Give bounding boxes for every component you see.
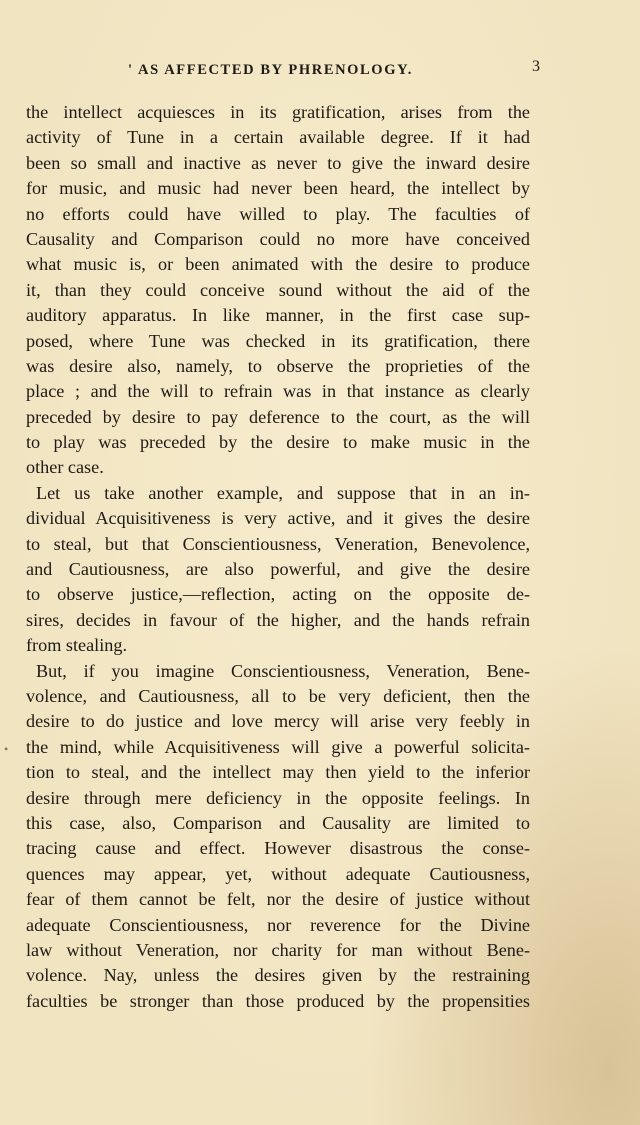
text-line: this case, also, Comparison and Causality are limited to [26,812,530,833]
text-line: preceded by desire to pay deference to the court, as the will [26,406,530,427]
text-line: quences may appear, yet, without adequate Cautiousness, [26,863,530,884]
paragraph-2 [26,481,530,659]
text-line: to play was preceded by the desire to make music in the [26,432,530,453]
running-head: ' AS AFFECTED BY PHRENOLOGY. [128,62,414,78]
text-line: activity of Tune in a certain available degree. If it had [26,127,530,148]
text-line: desire through mere deficiency in the opposite feelings. In [26,787,530,808]
text-line: sires, decides in favour of the higher, and the hands refrain [26,609,530,630]
text-line: adequate Conscientiousness, nor reverence for the Divine [26,914,530,935]
text-line: for music, and music had never been heard, the intellect by [26,178,530,199]
text-line: no efforts could have willed to play. The faculties of [26,203,530,224]
text-line: auditory apparatus. In like manner, in the first case sup- [26,305,530,326]
text-line: desire to do justice and love mercy will arise very feebly in [26,711,530,732]
body-text [26,100,530,1014]
text-line: volence, and Cautiousness, all to be very deficient, then the [26,685,530,706]
margin-mark: • [4,742,9,756]
text-line: volence. Nay, unless the desires given by the restraining [26,965,530,986]
text-line: tracing cause and effect. However disastrous the conse- [26,838,530,859]
text-line: the intellect acquiesces in its gratification, arises from the [26,102,530,122]
text-line: Causality and Comparison could no more have conceived [26,228,530,249]
text-line: to steal, but that Conscientiousness, Veneration, Benevolence, [26,533,530,554]
text-line: it, than they could conceive sound without the aid of the [26,279,530,300]
text-line: what music is, or been animated with the desire to produce [26,254,530,275]
text-line: from stealing. [26,635,128,656]
text-line: dividual Acquisitiveness is very active, and it gives the desire [26,508,530,529]
paragraph-1 [26,100,530,481]
text-line: law without Veneration, nor charity for man without Bene- [26,939,530,960]
page-number: 3 [532,58,540,75]
text-line: and Cautiousness, are also powerful, and give the desire [26,559,530,580]
text-line: But, if you imagine Conscientiousness, Veneration, Bene- [36,660,530,681]
text-line: fear of them cannot be felt, nor the desire of justice without [26,889,530,910]
text-line: place ; and the will to refrain was in that instance as clearly [26,381,530,402]
text-line: was desire also, namely, to observe the proprieties of the [26,355,530,376]
text-line: been so small and inactive as never to give the inward desire [26,152,530,173]
text-line: tion to steal, and the intellect may then yield to the inferior [26,762,530,783]
text-line: faculties be stronger than those produced by the propensities [26,990,530,1011]
text-line: other case. [26,457,104,478]
text-line: to observe justice,—reflection, acting on the opposite de- [26,584,530,605]
paragraph-3 [26,659,530,1014]
text-line: posed, where Tune was checked in its gratification, there [26,330,530,351]
text-line: Let us take another example, and suppose that in an in- [36,482,530,503]
text-line: the mind, while Acquisitiveness will give a powerful solicita- [26,736,530,757]
